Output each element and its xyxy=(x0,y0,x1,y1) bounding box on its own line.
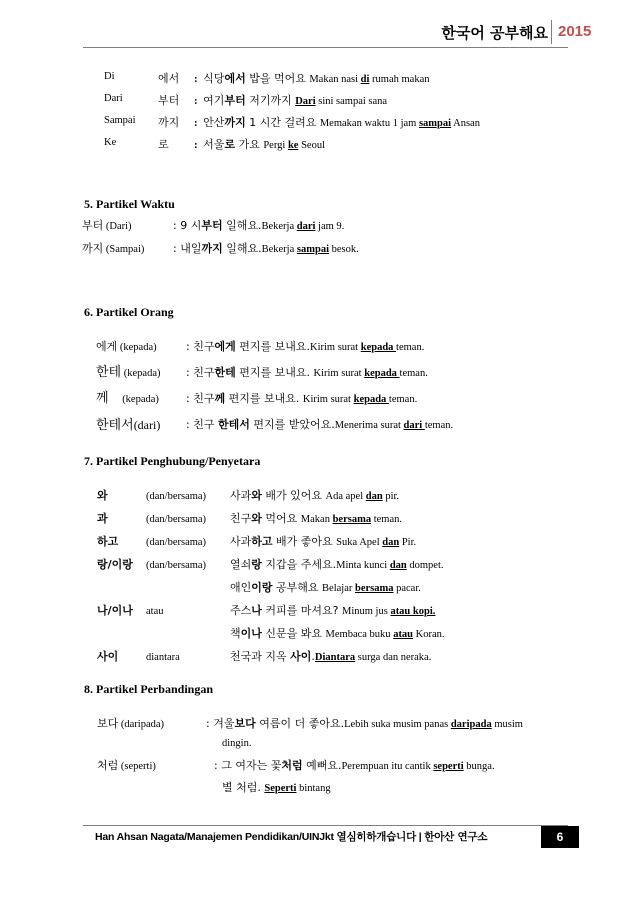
section5-row: 부터 (Dari) xyxy=(82,219,132,232)
section6-row: 에게 (kepada) xyxy=(96,340,157,353)
section-title-7: 7. Partikel Penghubung/Penyetara xyxy=(84,454,261,468)
section6-row: 한테서(dari) xyxy=(96,418,161,433)
section7-meaning: (dan/bersama) xyxy=(146,537,207,548)
header-year: 2015 xyxy=(558,23,592,40)
section6-row: 께 (kepada) xyxy=(96,391,159,406)
section5-example: : 내일까지 일해요.Bekerja sampai besok. xyxy=(173,242,359,255)
section6-example: : 친구한테 편지를 보내요. Kirim surat kepada teman. xyxy=(186,366,428,379)
header-separator xyxy=(551,20,552,44)
section7-example: 천국과 지옥 사이.Diantara surga dan neraka. xyxy=(230,650,432,663)
footer-rule xyxy=(83,825,568,826)
section6-example: : 친구에게 편지를 보내요.Kirim surat kepada teman. xyxy=(186,340,425,353)
section7-particle: 사이 xyxy=(97,650,119,663)
section7-meaning: (dan/bersama) xyxy=(146,560,207,571)
example-line: : 여기부터 저기까지 Dari sini sampai sana xyxy=(194,94,388,107)
section7-meaning: (dan/bersama) xyxy=(146,491,207,502)
header-rule xyxy=(83,47,568,48)
section7-example: 주스나 커피를 마셔요? Minum jus atau kopi. xyxy=(230,604,436,617)
section5-row: 까지 (Sampai) xyxy=(82,242,145,255)
section8-row: 처럼 (seperti) xyxy=(97,759,156,772)
header-title: 한국어 공부해요 xyxy=(441,24,548,42)
section8-example: 별 처럼. Seperti bintang xyxy=(222,781,331,794)
section5-example: : 9 시부터 일해요.Bekerja dari jam 9. xyxy=(173,219,345,232)
example-line: : 안산까지 1 시간 걸려요 Memakan waktu 1 jam sampai Ansan xyxy=(194,116,480,129)
particle-korean: 로 xyxy=(158,138,169,151)
example-line: : 서울로 가요 Pergi ke Seoul xyxy=(194,138,325,151)
section7-example: 책이나 신문을 봐요 Membaca buku atau Koran. xyxy=(230,627,445,640)
particle-label: Dari xyxy=(104,93,123,104)
section-title-5: 5. Partikel Waktu xyxy=(84,197,175,211)
particle-korean: 까지 xyxy=(158,116,180,129)
particle-label: Di xyxy=(104,71,115,82)
section7-example: 열쇠랑 지갑을 주세요.Minta kunci dan dompet. xyxy=(230,558,444,571)
section-title-6: 6. Partikel Orang xyxy=(84,305,174,319)
section6-example: : 친구 한테서 편지를 받았어요.Menerima surat dari teman. xyxy=(186,418,454,431)
section7-particle: 과 xyxy=(97,512,108,525)
section7-example: 친구와 먹어요 Makan bersama teman. xyxy=(230,512,402,525)
section8-continuation: dingin. xyxy=(222,738,252,749)
page-number: 6 xyxy=(541,826,579,848)
section7-particle: 와 xyxy=(97,489,108,502)
footer-text: Han Ahsan Nagata/Manajemen Pendidikan/UINJkt 열심히하개습니다 | 한아산 연구소 xyxy=(95,831,488,843)
section8-row: 보다 (daripada) xyxy=(97,717,165,730)
example-line: : 식당에서 밥을 먹어요 Makan nasi di rumah makan xyxy=(194,72,430,85)
particle-label: Ke xyxy=(104,137,117,148)
section7-particle: 랑/이랑 xyxy=(97,558,133,571)
particle-korean: 부터 xyxy=(158,94,180,107)
section-title-8: 8. Partikel Perbandingan xyxy=(84,682,214,696)
section6-example: : 친구께 편지를 보내요. Kirim surat kepada teman. xyxy=(186,392,418,405)
section7-meaning: diantara xyxy=(146,652,180,663)
section7-example: 사과와 배가 있어요 Ada apel dan pir. xyxy=(230,489,400,502)
particle-korean: 에서 xyxy=(158,72,180,85)
section7-particle: 나/이나 xyxy=(97,604,133,617)
section6-row: 한테 (kepada) xyxy=(96,365,161,380)
section8-example: : 그 여자는 꽃처럼 예뻐요.Perempuan itu cantik seperti bunga. xyxy=(214,759,495,772)
section7-example: 사과하고 배가 좋아요 Suka Apel dan Pir. xyxy=(230,535,417,548)
section7-example: 애인이랑 공부해요 Belajar bersama pacar. xyxy=(230,581,421,594)
particle-label: Sampai xyxy=(104,115,136,126)
section7-particle: 하고 xyxy=(97,535,119,548)
section7-meaning: (dan/bersama) xyxy=(146,514,207,525)
section7-meaning: atau xyxy=(146,606,164,617)
section8-example: : 겨울보다 여름이 더 좋아요.Lebih suka musim panas daripada musim xyxy=(206,717,523,730)
